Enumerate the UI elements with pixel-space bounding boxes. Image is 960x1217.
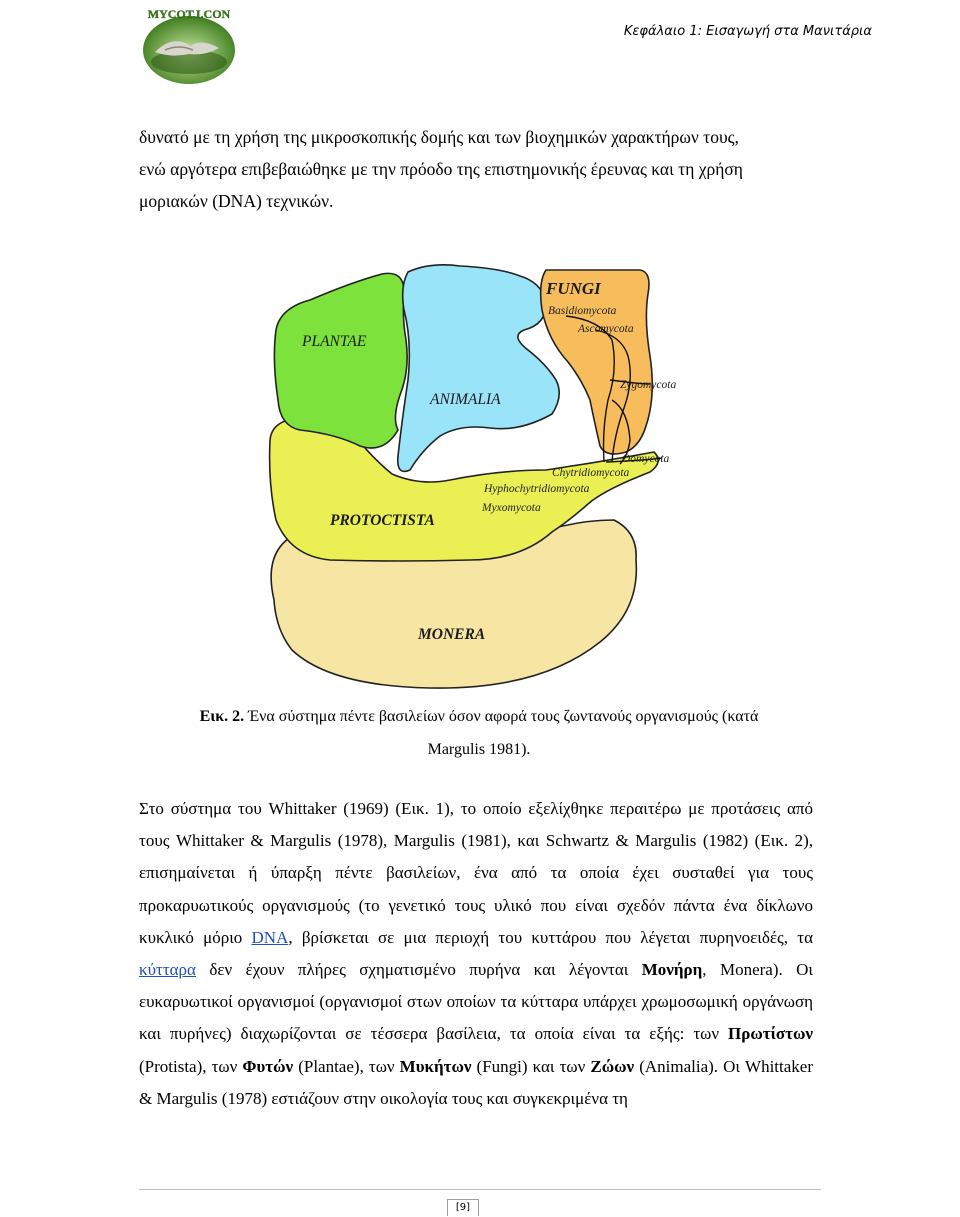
figure-caption <box>139 700 819 766</box>
caption-line <box>139 700 819 733</box>
label-chytridiomycota: Chytridiomycota <box>552 467 630 479</box>
body-span: , Monera). Οι ευκαρυωτικοί οργανισμοί (οργανισμοί στων οποίων τα κύτταρα υπάρχει χρωμοσωμική οργάνωση και πυρήνες) διαχωρίζονται σε τέσσερα βασίλεια, τα οποία είναι τα εξής: των <box>139 960 813 1044</box>
caption-line-2: Margulis 1981). <box>427 741 531 758</box>
label-ascomycota: Ascomycota <box>578 323 634 335</box>
body-span: Στο σύστημα του Whittaker (1969) (Εικ. 1), το οποίο εξελίχθηκε περαιτέρω με προτάσεις από τους Whittaker & Margulis (1978), Margulis (1981), και Schwartz & Margulis (1982) (Εικ. 2), επισημαίνεται ή ύπαρξη πέντε βασιλείων, ένα από τα οποία έχει συσταθεί για τους προκαρυωτικούς οργανισμούς (το γενετικό τους υλικό που είναι σχεδόν πάντα ένα δίκλωνο κυκλικό μόριο <box>139 799 813 947</box>
body-span: (Plantae), των <box>293 1056 400 1076</box>
mycoticon-logo <box>135 0 243 88</box>
caption-text: Ένα σύστημα πέντε βασιλείων όσον αφορά τους ζωντανούς οργανισμούς (κατά <box>244 708 759 725</box>
link-dna[interactable]: DNA <box>251 927 289 947</box>
label-protoctista: PROTOCTISTA <box>330 512 435 529</box>
bold-animals: Ζώων <box>590 1056 635 1076</box>
intro-paragraph <box>139 121 814 217</box>
caption-figure-number: Εικ. 2. <box>199 708 245 725</box>
logo-text: MYCOT.I.CON <box>147 7 231 21</box>
body-span: δεν έχουν πλήρες σχηματισμένο πυρήνα και λέγονται <box>195 960 642 980</box>
bold-monera: Μονήρη <box>641 960 703 980</box>
intro-line: ενώ αργότερα επιβεβαιώθηκε με την πρόοδο της επιστημονικής έρευνας και τη χρήση <box>139 159 743 179</box>
bold-fungi: Μυκήτων <box>399 1056 472 1076</box>
label-zygomycota: Zygomycota <box>620 379 677 391</box>
body-span: (Fungi) και των <box>471 1056 591 1076</box>
label-animalia: ANIMALIA <box>430 391 501 408</box>
five-kingdoms-diagram <box>262 262 682 692</box>
label-plantae: PLANTAE <box>302 333 367 350</box>
bold-protists: Πρωτίστων <box>728 1024 813 1044</box>
body-text <box>139 793 813 1115</box>
body-span: , βρίσκεται σε μια περιοχή του κυττάρου που λέγεται πυρηνοειδές, τα <box>288 927 813 947</box>
footer-divider <box>139 1189 821 1190</box>
running-header: Κεφάλαιο 1: Εισαγωγή στα Μανιτάρια <box>623 24 872 39</box>
body-span: (Animalia). Οι Whittaker & Margulis (1978) εστιάζουν στην οικολογία τους και συγκεκριμένα τη <box>139 1056 813 1108</box>
label-fungi: FUNGI <box>546 279 601 298</box>
label-myxomycota: Myxomycota <box>482 502 541 514</box>
animalia-region <box>398 265 559 472</box>
page-number: [9] <box>447 1199 479 1216</box>
label-oomycota: Oomycota <box>622 453 670 465</box>
intro-line: δυνατό με τη χρήση της μικροσκοπικής δομής και των βιοχημικών χαρακτήρων τους, <box>139 127 739 147</box>
label-monera: MONERA <box>418 626 486 643</box>
link-cells[interactable]: κύτταρα <box>139 960 196 980</box>
label-hyphochytridiomycota: Hyphochytridiomycota <box>484 483 590 495</box>
plantae-region <box>274 273 407 448</box>
bold-plants: Φυτών <box>242 1056 294 1076</box>
label-basidiomycota: Basidiomycota <box>548 305 617 317</box>
body-span: (Protista), των <box>139 1056 243 1076</box>
body-paragraph <box>139 793 813 1115</box>
intro-line: μοριακών (DNA) τεχνικών. <box>139 191 334 211</box>
